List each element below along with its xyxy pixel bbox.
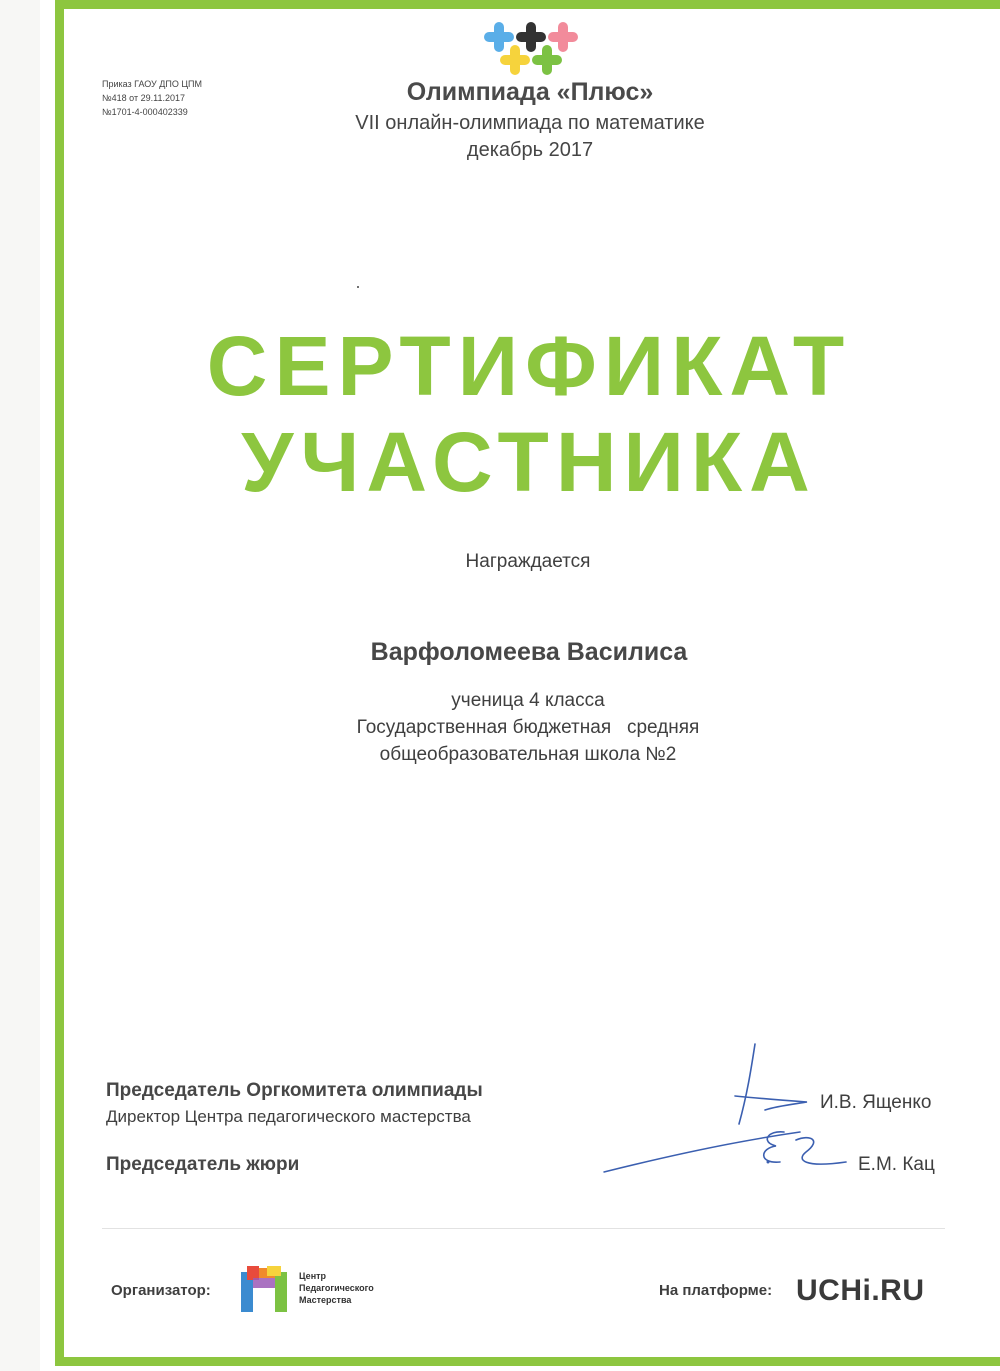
- olympiad-plus-logo: [481, 22, 581, 78]
- recipient-grade: ученица 4 класса: [451, 690, 605, 711]
- role-orgcommittee-chair: Председатель Оргкомитета олимпиады: [106, 1080, 483, 1101]
- order-line-3: №1701-4-000402339: [102, 107, 188, 117]
- cpm-logo-icon: [237, 1264, 291, 1314]
- footer-divider: [102, 1228, 945, 1229]
- olympiad-title: Олимпиада «Плюс»: [406, 78, 654, 106]
- certificate-title-line-1: СЕРТИФИКАТ: [206, 319, 852, 413]
- signature-yashchenko: [725, 1040, 815, 1130]
- signature-kats: [600, 1118, 855, 1186]
- plus-yellow-icon: [500, 45, 530, 75]
- plus-blue-icon: [484, 22, 514, 52]
- organizer-label: Организатор:: [111, 1282, 211, 1299]
- plus-dark-icon: [516, 22, 546, 52]
- plus-green-icon: [532, 45, 562, 75]
- olympiad-date: декабрь 2017: [466, 139, 594, 161]
- plus-pink-icon: [548, 22, 578, 52]
- uchi-ru-logo: UCHi.RU: [796, 1274, 925, 1307]
- olympiad-subtitle: VII онлайн-олимпиада по математике: [355, 112, 705, 134]
- stray-dot: [357, 286, 359, 288]
- order-line-1: Приказ ГАОУ ДПО ЦПМ: [102, 79, 202, 89]
- recipient-name: Варфоломеева Василиса: [370, 638, 688, 666]
- recipient-school-line-2: общеобразовательная школа №2: [379, 744, 677, 765]
- cpm-line-3: Мастерства: [299, 1295, 352, 1305]
- certificate-title-line-2: УЧАСТНИКА: [241, 415, 817, 509]
- order-line-2: №418 от 29.11.2017: [102, 93, 185, 103]
- role-jury-chair: Председатель жюри: [106, 1154, 300, 1175]
- role-director: Директор Центра педагогического мастерства: [106, 1107, 471, 1126]
- recipient-school-line-1: Государственная бюджетная средняя: [356, 717, 700, 738]
- awarded-label: Награждается: [465, 551, 591, 572]
- platform-label: На платформе:: [659, 1282, 773, 1299]
- signer-yashchenko: И.В. Ященко: [820, 1092, 932, 1113]
- cpm-logo-text: [299, 1270, 374, 1306]
- cpm-line-2: Педагогического: [299, 1283, 374, 1293]
- cpm-line-1: Центр: [299, 1271, 327, 1281]
- signer-kats: Е.М. Кац: [858, 1154, 935, 1175]
